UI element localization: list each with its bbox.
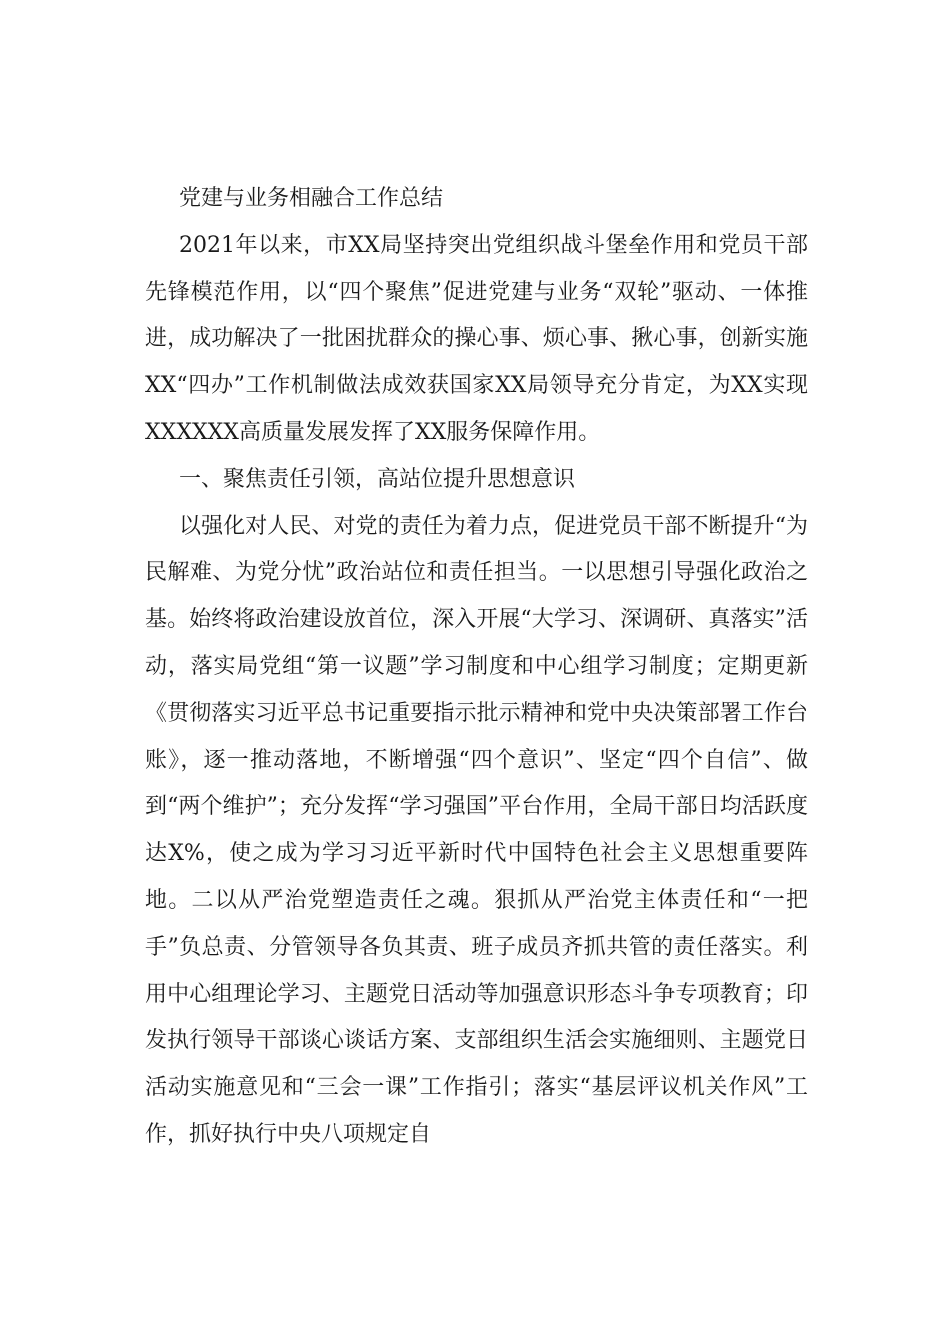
section-paragraph: 以强化对人民、对党的责任为着力点，促进党员干部不断提升“为民解难、为党分忧”政治站位和责任担当。一以思想引导强化政治之基。始终将政治建设放首位，深入开展“大学习、深调研、真落实”活动，落实局党组“第一议题”学习制度和中心组学习制度；定期更新《贯彻落实习近平总书记重要指示批示精神和党中央决策部署工作台账》，逐一推动落地，不断增强“四个意识”、坚定“四个自信”、做到“两个维护”；充分发挥“学习强国”平台作用，全局干部日均活跃度达X%，使之成为学习习近平新时代中国特色社会主义思想重要阵地。二以从严治党塑造责任之魂。狠抓从严治党主体责任和“一把手”负总责、分管领导各负其责、班子成员齐抓共管的责任落实。利用中心组理论学习、主题党日活动等加强意识形态斗争专项教育；印发执行领导干部谈心谈话方案、支部组织生活会实施细则、主题党日活动实施意见和“三会一课”工作指引；落实“基层评议机关作风”工作，抓好执行中央八项规定自	[145, 513, 808, 1147]
intro-paragraph: 2021年以来，市XX局坚持突出党组织战斗堡垒作用和党员干部先锋模范作用，以“四个聚焦”促进党建与业务“双轮”驱动、一体推进，成功解决了一批困扰群众的操心事、烦心事、揪心事，创新实施XX“四办”工作机制做法成效获国家XX局领导充分肯定，为XX实现XXXXXX高质量发展发挥了XX服务保障作用。	[145, 232, 808, 445]
section-heading: 一、聚焦责任引领，高站位提升思想意识	[179, 466, 576, 492]
document-title: 党建与业务相融合工作总结	[179, 186, 444, 211]
document-body	[145, 176, 808, 1159]
